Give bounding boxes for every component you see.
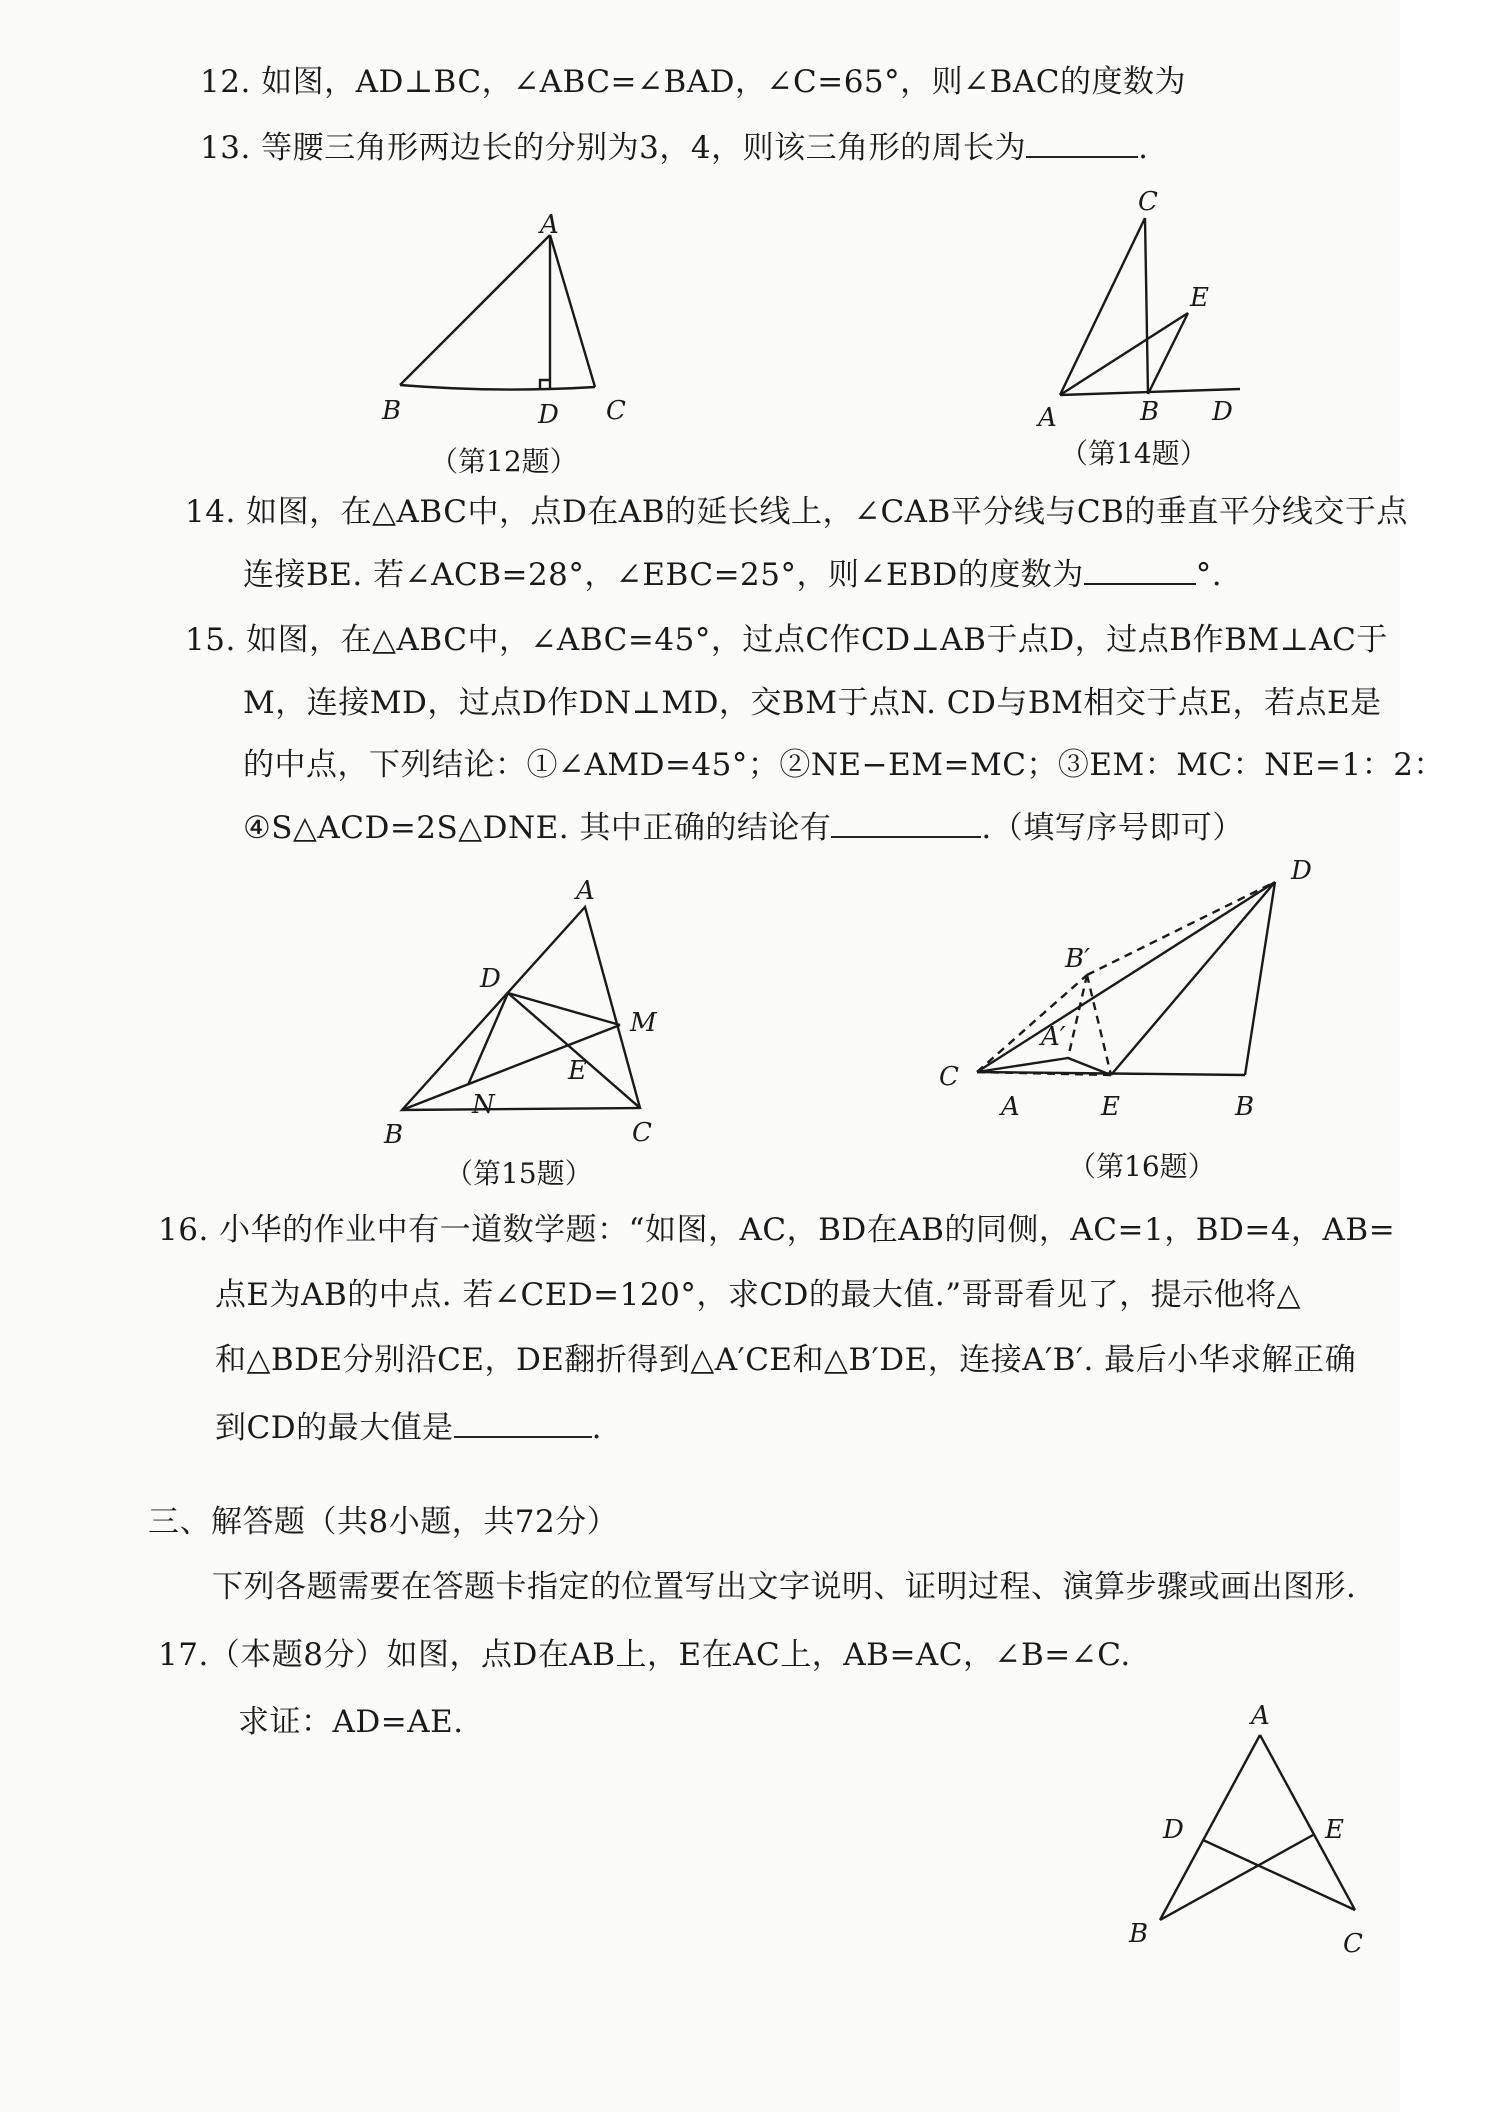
section-3-title-text: 三、解答题（共8小题，共72分）	[148, 1504, 619, 1540]
fig15-triangle-abc	[402, 907, 640, 1110]
question-15-cont-3	[243, 808, 1244, 848]
question-15-cont-1	[243, 683, 1382, 723]
fig15-label-d: D	[480, 964, 501, 994]
fig12-label-b: B	[382, 396, 402, 426]
fig14-label-c: C	[1138, 187, 1158, 217]
figure-16	[935, 855, 1325, 1145]
page-margin	[1400, 0, 1492, 2112]
question-15-cont-2	[243, 745, 1445, 785]
fig15-label-n: N	[472, 1090, 495, 1120]
fig14-label-e: E	[1190, 283, 1209, 313]
fig16-label-a-prime: A′	[1041, 1022, 1066, 1052]
fig16-dashed-b-prime-a-prime	[1068, 975, 1087, 1058]
answer-blank-13	[1026, 128, 1138, 158]
fig12-label-c: C	[606, 396, 626, 426]
fig16-label-a: A	[1001, 1092, 1020, 1122]
question-15-text-3: 的中点，下列结论：①∠AMD=45°；②NE−EM=MC；③EM：MC：NE=1：2：	[243, 747, 1445, 783]
question-15	[185, 620, 1388, 660]
fig16-label-b: B	[1235, 1092, 1255, 1122]
answer-blank-14	[1084, 555, 1196, 585]
section-3-title	[148, 1502, 618, 1542]
fig15-segment-bm	[402, 1025, 620, 1110]
caption-fig15: （第15题）	[445, 1157, 593, 1190]
answer-blank-15	[831, 808, 981, 838]
fig15-label-e: E	[568, 1056, 587, 1086]
question-16-cont-3: 到CD的最大值是 .	[215, 1410, 602, 1446]
fig16-segment-cd	[977, 882, 1275, 1072]
question-14-cont: 连接BE. 若∠ACB=28°，∠EBC=25°，则∠EBD的度数为 °.	[243, 557, 1223, 593]
fig17-label-d: D	[1163, 1815, 1184, 1845]
fig12-label-d: D	[538, 400, 559, 430]
question-16-text-4: 到CD的最大值是	[215, 1410, 454, 1446]
question-13: 13. 等腰三角形两边长的分别为3，4，则该三角形的周长为 .	[200, 130, 1149, 166]
question-15-text-1: 15. 如图，在△ABC中，∠ABC=45°，过点C作CD⊥AB于点D，过点B作BM⊥AC于	[185, 622, 1388, 658]
figure-12	[380, 210, 640, 435]
fig15-label-c: C	[632, 1118, 652, 1148]
question-16-cont-2	[215, 1340, 1356, 1380]
question-17	[158, 1635, 1131, 1675]
question-16-text-1: 16. 小华的作业中有一道数学题：“如图，AC，BD在AB的同侧，AC=1，BD=4，AB=	[158, 1212, 1396, 1248]
question-15-text-2: M，连接MD，过点D作DN⊥MD，交BM于点N. CD与BM相交于点E，若点E是	[243, 685, 1382, 721]
fig15-label-m: M	[630, 1008, 657, 1038]
fig16-label-d: D	[1291, 856, 1312, 886]
fig15-segment-dc	[508, 993, 640, 1108]
question-14-text-1: 14. 如图，在△ABC中，点D在AB的延长线上，∠CAB平分线与CB的垂直平分线交于点	[185, 494, 1408, 530]
figure-15	[380, 876, 680, 1150]
fig12-segment-bc	[400, 385, 595, 390]
section-3-note	[212, 1567, 1356, 1607]
fig16-dashed-b-prime-d	[1087, 882, 1275, 975]
fig17-label-b: B	[1129, 1919, 1149, 1949]
section-3-note-text: 下列各题需要在答题卡指定的位置写出文字说明、证明过程、演算步骤或画出图形.	[212, 1569, 1357, 1605]
fig12-label-a: A	[540, 210, 559, 240]
fig12-segment-ac	[550, 235, 595, 387]
question-17-text-1: 17.（本题8分）如图，点D在AB上，E在AC上，AB=AC，∠B=∠C.	[158, 1637, 1131, 1673]
question-17-cont	[238, 1702, 464, 1742]
answer-blank-16	[454, 1408, 592, 1438]
figure-14	[1030, 187, 1270, 433]
fig16-dashed-cb-prime	[977, 975, 1087, 1072]
question-16-text-3: 和△BDE分别沿CE，DE翻折得到△A′CE和△B′DE，连接A′B′. 最后小华求解正确	[215, 1342, 1357, 1378]
fig17-label-e: E	[1325, 1815, 1344, 1845]
fig16-label-c: C	[939, 1062, 959, 1092]
question-12-text: 12. 如图，AD⊥BC，∠ABC=∠BAD，∠C=65°，则∠BAC的度数为	[200, 64, 1187, 100]
figure-17	[1115, 1700, 1375, 1960]
fig15-label-a: A	[576, 876, 595, 906]
fig14-label-b: B	[1140, 397, 1160, 427]
fig14-label-a: A	[1038, 403, 1057, 433]
question-14	[185, 492, 1408, 532]
fig17-label-a: A	[1251, 1701, 1270, 1731]
caption-fig16: （第16题）	[1068, 1150, 1216, 1183]
question-14-text-2: 连接BE. 若∠ACB=28°，∠EBC=25°，则∠EBD的度数为	[243, 557, 1084, 593]
question-15-text-4: ④S△ACD=2S△DNE. 其中正确的结论有	[243, 810, 832, 846]
question-16-cont-1	[215, 1275, 1301, 1315]
caption-fig12: （第12题）	[430, 445, 578, 478]
question-17-text-2: 求证：AD=AE.	[238, 1704, 464, 1740]
fig15-label-b: B	[384, 1120, 404, 1150]
fig16-label-e: E	[1101, 1092, 1120, 1122]
fig17-label-c: C	[1343, 1929, 1363, 1959]
question-16	[158, 1210, 1395, 1250]
question-16-text-2: 点E为AB的中点. 若∠CED=120°，求CD的最大值.”哥哥看见了，提示他将△	[215, 1277, 1301, 1313]
question-13-text: 13. 等腰三角形两边长的分别为3，4，则该三角形的周长为	[200, 130, 1027, 166]
caption-fig14: （第14题）	[1060, 437, 1208, 470]
fig14-segment-cb	[1145, 218, 1148, 394]
question-15-text-5: .（填写序号即可）	[981, 810, 1244, 846]
fig17-segment-cd	[1203, 1840, 1355, 1910]
fig12-segment-ab	[400, 235, 550, 385]
fig14-label-d: D	[1212, 397, 1233, 427]
question-12	[200, 62, 1186, 102]
fig16-label-b-prime: B′	[1065, 944, 1091, 974]
